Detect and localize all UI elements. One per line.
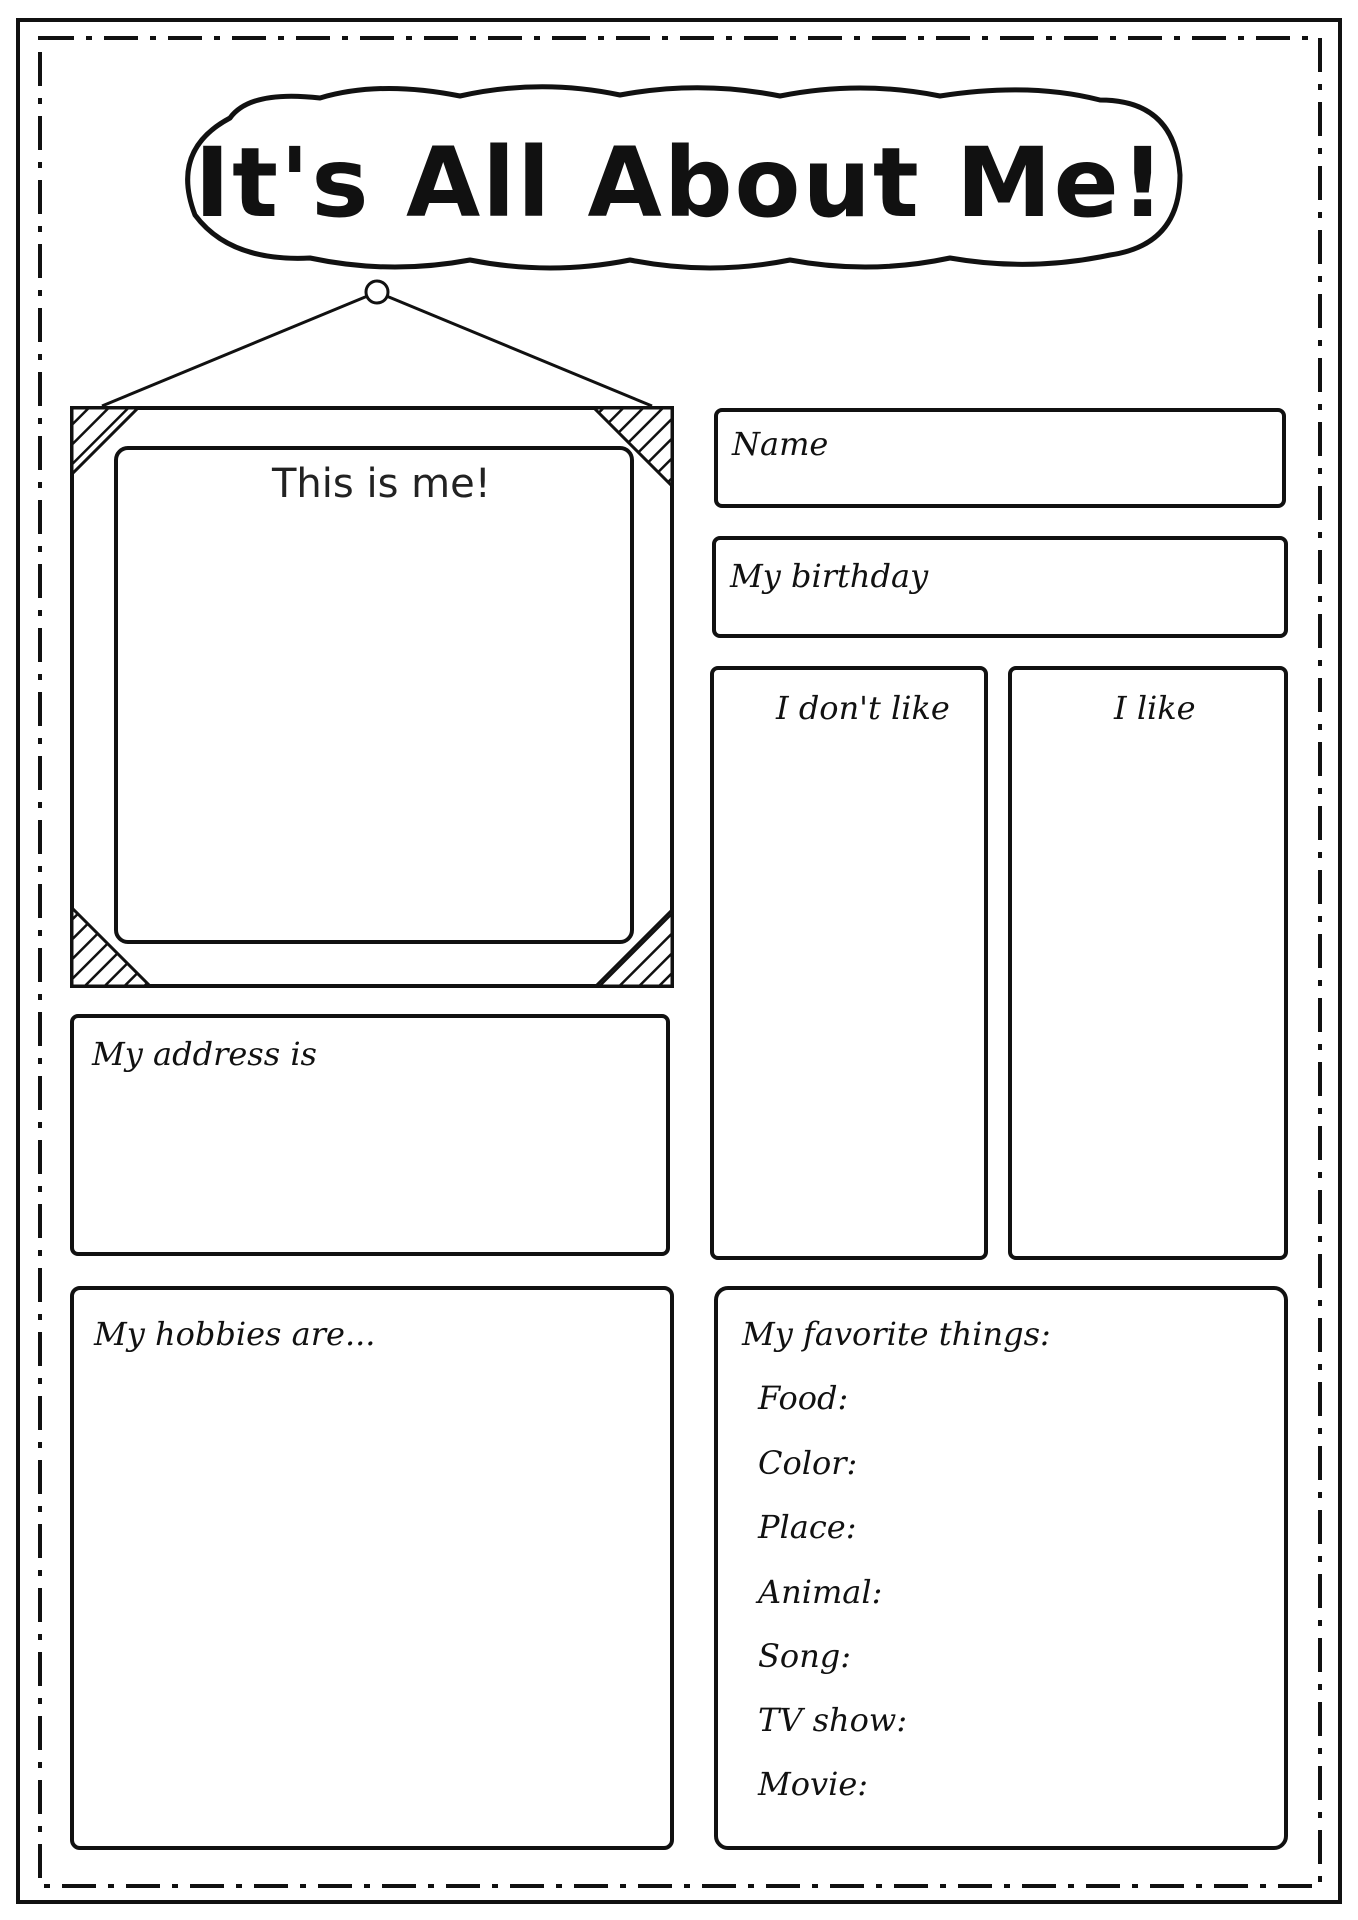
photo-area bbox=[116, 448, 632, 942]
address-label: My address is bbox=[92, 1035, 317, 1073]
hanger-string-right bbox=[384, 295, 652, 406]
like-box bbox=[1010, 668, 1286, 1258]
favorites-box bbox=[716, 1288, 1286, 1848]
favorite-color-label: Color: bbox=[758, 1444, 858, 1482]
name-label: Name bbox=[732, 425, 829, 463]
birthday-label: My birthday bbox=[730, 557, 929, 595]
hanger-string-left bbox=[102, 295, 370, 406]
favorite-tv-show-label: TV show: bbox=[758, 1701, 908, 1739]
dont-like-box bbox=[712, 668, 986, 1258]
hobbies-box bbox=[72, 1288, 672, 1848]
favorite-food-label: Food: bbox=[758, 1379, 849, 1417]
page-title: It's All About Me! bbox=[194, 126, 1167, 239]
hanger-nail bbox=[366, 281, 388, 303]
photo-caption: This is me! bbox=[272, 461, 491, 507]
favorite-movie-label: Movie: bbox=[758, 1765, 869, 1803]
like-label: I like bbox=[1114, 689, 1196, 727]
favorites-heading: My favorite things: bbox=[742, 1315, 1051, 1353]
favorite-animal-label: Animal: bbox=[758, 1573, 883, 1611]
dont-like-label: I don't like bbox=[776, 689, 950, 727]
favorite-song-label: Song: bbox=[758, 1637, 852, 1675]
favorite-place-label: Place: bbox=[758, 1508, 857, 1546]
hobbies-label: My hobbies are... bbox=[94, 1315, 376, 1353]
